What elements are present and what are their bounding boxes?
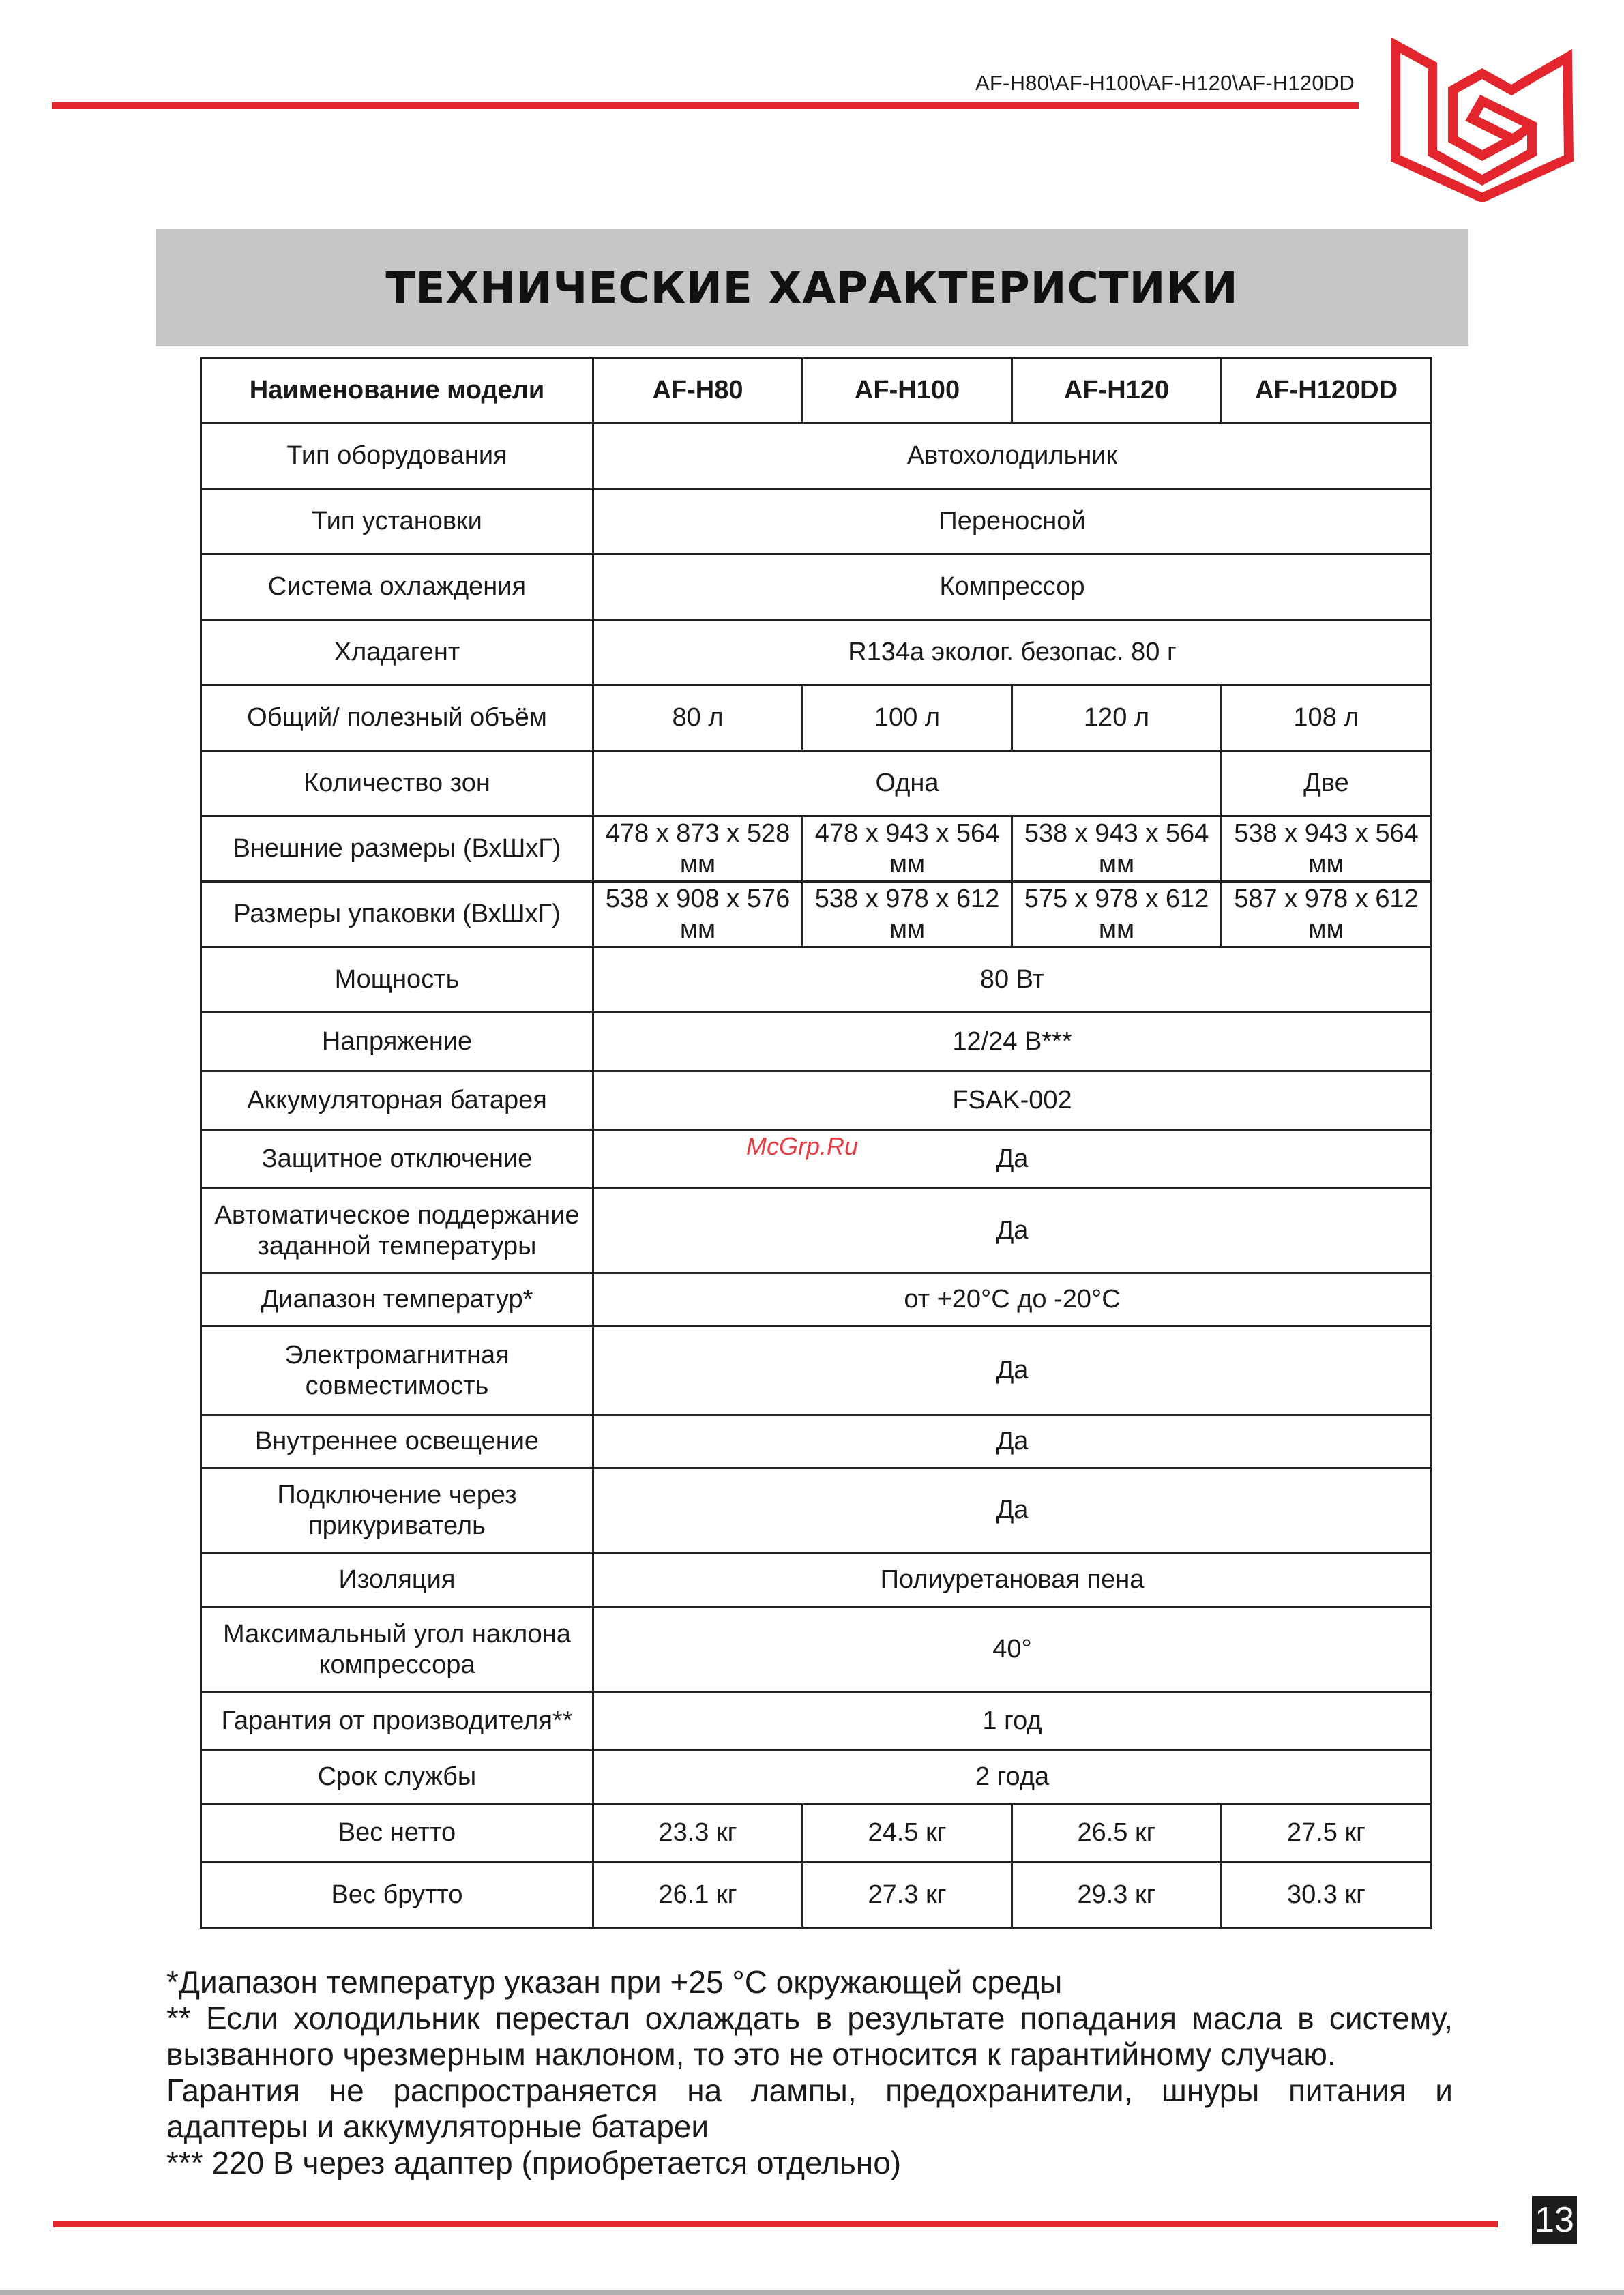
table-row [201, 424, 1432, 489]
page-title: ТЕХНИЧЕСКИЕ ХАРАКТЕРИСТИКИ [385, 263, 1239, 313]
table-row [201, 1553, 1432, 1608]
table-row [201, 489, 1432, 554]
table-row [201, 1751, 1432, 1804]
row-label: Тип оборудования [201, 424, 593, 489]
table-row [201, 1189, 1432, 1273]
row-value: 538 x 943 x 564 мм [1012, 816, 1222, 882]
row-value: 24.5 кг [803, 1804, 1012, 1863]
row-value: Да [593, 1130, 1432, 1189]
row-value: 27.3 кг [803, 1863, 1012, 1928]
footnote-temperature: *Диапазон температур указан при +25 °С окружающей среды [166, 1964, 1063, 2000]
row-label: Электромагнитная совместимость [201, 1327, 593, 1415]
footnote-warranty-oil: ** Если холодильник перестал охлаждать в результате попадания масла в систему, [166, 2000, 1453, 2036]
row-label: Мощность [201, 947, 593, 1013]
table-row [201, 1692, 1432, 1751]
row-label: Тип установки [201, 489, 593, 554]
row-label: Аккумуляторная батарея [201, 1071, 593, 1130]
table-header-row [201, 358, 1432, 424]
table-row [201, 816, 1432, 882]
table-row [201, 1415, 1432, 1468]
row-value: 478 x 873 x 528 мм [593, 816, 803, 882]
row-value: Да [593, 1415, 1432, 1468]
row-value: 23.3 кг [593, 1804, 803, 1863]
row-label: Диапазон температур* [201, 1273, 593, 1327]
footnotes [166, 1964, 1453, 2181]
row-label: Изоляция [201, 1553, 593, 1608]
row-label: Количество зон [201, 751, 593, 816]
row-value: 29.3 кг [1012, 1863, 1222, 1928]
row-value: 575 x 978 x 612 мм [1012, 882, 1222, 947]
row-value: 587 x 978 x 612 мм [1222, 882, 1432, 947]
row-label: Размеры упаковки (ВхШхГ) [201, 882, 593, 947]
table-row [201, 1013, 1432, 1071]
page-bottom-edge [0, 2290, 1624, 2295]
row-value: 26.1 кг [593, 1863, 803, 1928]
row-value: 12/24 В*** [593, 1013, 1432, 1071]
header-cell: AF-H120 [1012, 358, 1222, 424]
row-value: 27.5 кг [1222, 1804, 1432, 1863]
table-row [201, 1327, 1432, 1415]
footnote-warranty-exclusions: Гарантия не распространяется на лампы, предохранители, шнуры питания и [166, 2073, 1453, 2108]
row-label: Автоматическое поддержание заданной температуры [201, 1189, 593, 1273]
row-value: Полиуретановая пена [593, 1553, 1432, 1608]
row-label: Подключение через прикуриватель [201, 1468, 593, 1553]
table-row [201, 1804, 1432, 1863]
footer-rule [53, 2221, 1498, 2227]
row-value: 26.5 кг [1012, 1804, 1222, 1863]
row-value: Да [593, 1327, 1432, 1415]
row-value: 80 Вт [593, 947, 1432, 1013]
row-value: 1 год [593, 1692, 1432, 1751]
row-value: Да [593, 1468, 1432, 1553]
row-label: Внешние размеры (ВхШхГ) [201, 816, 593, 882]
header-cell: Наименование модели [201, 358, 593, 424]
row-label: Хладагент [201, 620, 593, 685]
row-value: 40° [593, 1608, 1432, 1692]
table-row [201, 685, 1432, 751]
table-row [201, 1863, 1432, 1928]
row-value: 538 x 908 x 576 мм [593, 882, 803, 947]
table-row [201, 751, 1432, 816]
row-value: Одна [593, 751, 1222, 816]
row-value: 80 л [593, 685, 803, 751]
row-value: Да [593, 1189, 1432, 1273]
footnote-warranty-exclusions-cont: адаптеры и аккумуляторные батареи [166, 2109, 709, 2144]
row-value: R134a эколог. безопас. 80 г [593, 620, 1432, 685]
footnote-adapter: *** 220 В через адаптер (приобретается отдельно) [166, 2145, 902, 2180]
table-row [201, 1608, 1432, 1692]
table-row [201, 1273, 1432, 1327]
row-label: Вес нетто [201, 1804, 593, 1863]
row-value: 108 л [1222, 685, 1432, 751]
row-value: Переносной [593, 489, 1432, 554]
title-band [156, 229, 1468, 346]
row-value: от +20°С до -20°С [593, 1273, 1432, 1327]
header-rule [52, 102, 1359, 109]
header-cell: AF-H120DD [1222, 358, 1432, 424]
header-model-list: AF-H80\AF-H100\AF-H120\AF-H120DD [975, 71, 1355, 95]
page-number: 13 [1532, 2196, 1577, 2244]
row-value: 538 x 943 x 564 мм [1222, 816, 1432, 882]
row-value: Две [1222, 751, 1432, 816]
footnote-warranty-oil-cont: вызванного чрезмерным наклоном, то это не относится к гарантийному случаю. [166, 2037, 1336, 2072]
header-cell: AF-H80 [593, 358, 803, 424]
row-value: Компрессор [593, 554, 1432, 620]
row-label: Защитное отключение [201, 1130, 593, 1189]
row-value: 538 x 978 x 612 мм [803, 882, 1012, 947]
row-value: 2 года [593, 1751, 1432, 1804]
header-cell: AF-H100 [803, 358, 1012, 424]
row-value: 478 x 943 x 564 мм [803, 816, 1012, 882]
row-label: Максимальный угол наклона компрессора [201, 1608, 593, 1692]
row-value: Автохолодильник [593, 424, 1432, 489]
row-value: 100 л [803, 685, 1012, 751]
row-label: Напряжение [201, 1013, 593, 1071]
brand-logo-icon [1390, 38, 1574, 202]
row-label: Система охлаждения [201, 554, 593, 620]
row-label: Общий/ полезный объём [201, 685, 593, 751]
row-label: Гарантия от производителя** [201, 1692, 593, 1751]
table-row [201, 882, 1432, 947]
table-row [201, 947, 1432, 1013]
row-label: Срок службы [201, 1751, 593, 1804]
row-label: Внутреннее освещение [201, 1415, 593, 1468]
table-row [201, 620, 1432, 685]
row-value: 30.3 кг [1222, 1863, 1432, 1928]
row-value: 120 л [1012, 685, 1222, 751]
table-row [201, 1071, 1432, 1130]
watermark-text: McGrp.Ru [746, 1132, 859, 1160]
table-row [201, 554, 1432, 620]
table-row [201, 1468, 1432, 1553]
row-label: Вес брутто [201, 1863, 593, 1928]
row-value: FSAK-002 [593, 1071, 1432, 1130]
